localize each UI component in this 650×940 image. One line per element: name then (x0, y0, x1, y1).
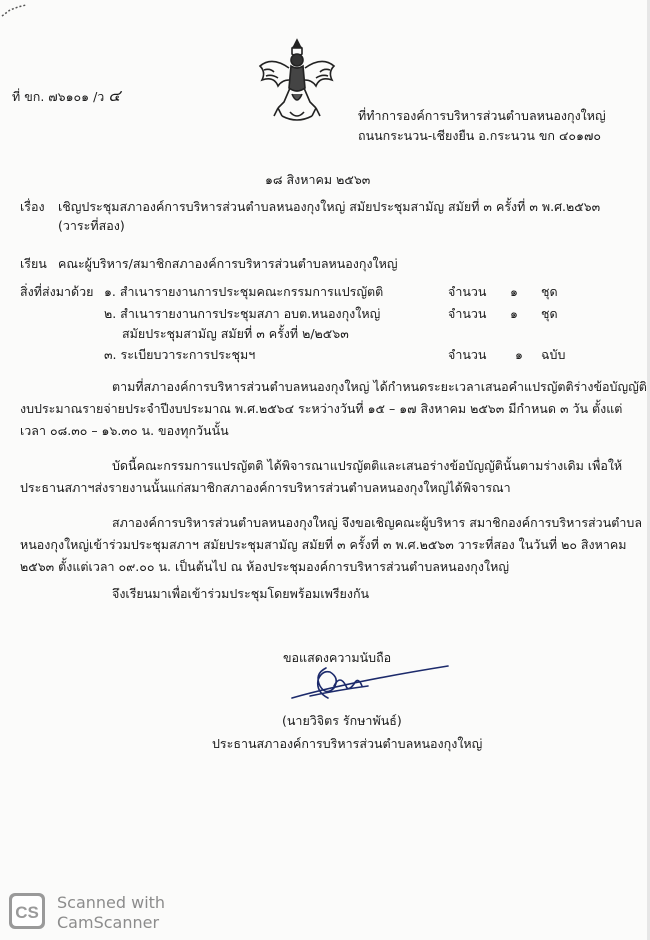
closing-regards: ขอแสดงความนับถือ (283, 650, 392, 665)
camscanner-logo-icon (8, 892, 46, 930)
watermark-line-1: Scanned with (57, 893, 166, 912)
enclosure-item-2-qty-label: จำนวน (448, 306, 487, 321)
paragraph-3-line-1: สภาองค์การบริหารส่วนตำบลหนองกุงใหญ่ จึงขอเชิญคณะผู้บริหาร สมาชิกองค์การบริหารส่วนตำบล (112, 515, 642, 530)
document-date: ๑๘ สิงหาคม ๒๕๖๓ (265, 172, 371, 187)
camscanner-logo-text: CS (15, 903, 39, 922)
office-line-2: ถนนกระนวน-เชียงยืน อ.กระนวน ขก ๔๐๑๗๐ (358, 128, 601, 143)
subject-text: เชิญประชุมสภาองค์การบริหารส่วนตำบลหนองกุงใหญ่ สมัยประชุมสามัญ สมัยที่ ๓ ครั้งที่ ๓ พ.ศ.๒๕๖๓ (58, 199, 601, 214)
enclosure-item-2-text: ๒. สำเนารายงานการประชุมสภา อบต.หนองกุงใหญ่ (104, 306, 381, 321)
recipient-text: คณะผู้บริหาร/สมาชิกสภาองค์การบริหารส่วนตำบลหนองกุงใหญ่ (58, 256, 398, 271)
scan-mark-icon (0, 4, 30, 20)
signatory-name: (นายวิจิตร รักษาพันธ์) (282, 713, 402, 728)
enclosure-item-2-text-2: สมัยประชุมสามัญ สมัยที่ ๓ ครั้งที่ ๒/๒๕๖๓ (122, 326, 349, 341)
garuda-emblem-icon (252, 36, 342, 126)
enclosure-item-3-qty: ๑ (515, 347, 523, 362)
camscanner-watermark (57, 893, 165, 933)
reference-prefix: ที่ ขก. ๗๖๑๐๑ /ว (12, 89, 105, 104)
watermark-line-2: CamScanner (57, 913, 160, 932)
enclosure-item-2-qty: ๑ (510, 306, 518, 321)
paragraph-4: จึงเรียนมาเพื่อเข้าร่วมประชุมโดยพร้อมเพรียงกัน (112, 586, 370, 601)
enclosure-item-3-qty-label: จำนวน (448, 347, 487, 362)
signatory-position: ประธานสภาองค์การบริหารส่วนตำบลหนองกุงใหญ่ (212, 736, 483, 751)
reference-handwritten: ๔ (108, 86, 121, 105)
paragraph-1-line-1: ตามที่สภาองค์การบริหารส่วนตำบลหนองกุงใหญ่ ได้กำหนดระยะเวลาเสนอคำแปรญัตติร่างข้อบัญญัติ (112, 379, 647, 394)
enclosure-item-1-text: ๑. สำเนารายงานการประชุมคณะกรรมการแปรญัตติ (104, 284, 384, 299)
enclosure-item-3-text: ๓. ระเบียบวาระการประชุมฯ (104, 347, 256, 362)
office-line-1: ที่ทำการองค์การบริหารส่วนตำบลหนองกุงใหญ่ (358, 108, 606, 123)
paragraph-3-line-3: ๒๕๖๓ ตั้งแต่เวลา ๐๙.๐๐ น. เป็นต้นไป ณ ห้องประชุมองค์การบริหารส่วนตำบลหนองกุงใหญ่ (20, 559, 509, 574)
paragraph-2-line-2: ประธานสภาฯส่งรายงานนั้นแก่สมาชิกสภาองค์การบริหารส่วนตำบลหนองกุงใหญ่ได้พิจารณา (20, 480, 511, 495)
subject-label: เรื่อง (20, 199, 45, 214)
enclosure-item-2-unit: ชุด (541, 306, 558, 321)
recipient-label: เรียน (20, 256, 47, 271)
paragraph-3-line-2: หนองกุงใหญ่เข้าร่วมประชุมสภาฯ สมัยประชุมสามัญ สมัยที่ ๓ ครั้งที่ ๓ พ.ศ.๒๕๖๓ วาระที่สอง ในวันที่ ๒๐ สิงหาคม (20, 537, 627, 552)
paragraph-2-line-1: บัดนี้คณะกรรมการแปรญัตติ ได้พิจารณาแปรญัตติและเสนอร่างข้อบัญญัตินั้นตามร่างเดิม เพื่อให้ (112, 458, 623, 473)
paragraph-1-line-3: เวลา ๐๘.๓๐ – ๑๖.๓๐ น. ของทุกวันนั้น (20, 423, 229, 438)
reference-number (12, 88, 120, 105)
enclosure-item-1-qty: ๑ (510, 284, 518, 299)
enclosure-item-1-qty-label: จำนวน (448, 284, 487, 299)
enclosures-label: สิ่งที่ส่งมาด้วย (20, 284, 94, 299)
signature-image (288, 660, 453, 705)
paragraph-1-line-2: งบประมาณรายจ่ายประจำปีงบประมาณ พ.ศ.๒๕๖๔ ระหว่างวันที่ ๑๕ – ๑๗ สิงหาคม ๒๕๖๓ มีกำหนด ๓ วัน ตั้งแต่ (20, 401, 623, 416)
enclosure-item-1-unit: ชุด (541, 284, 558, 299)
enclosure-item-3-unit: ฉบับ (541, 347, 566, 362)
subject-text-2: (วาระที่สอง) (58, 218, 125, 233)
